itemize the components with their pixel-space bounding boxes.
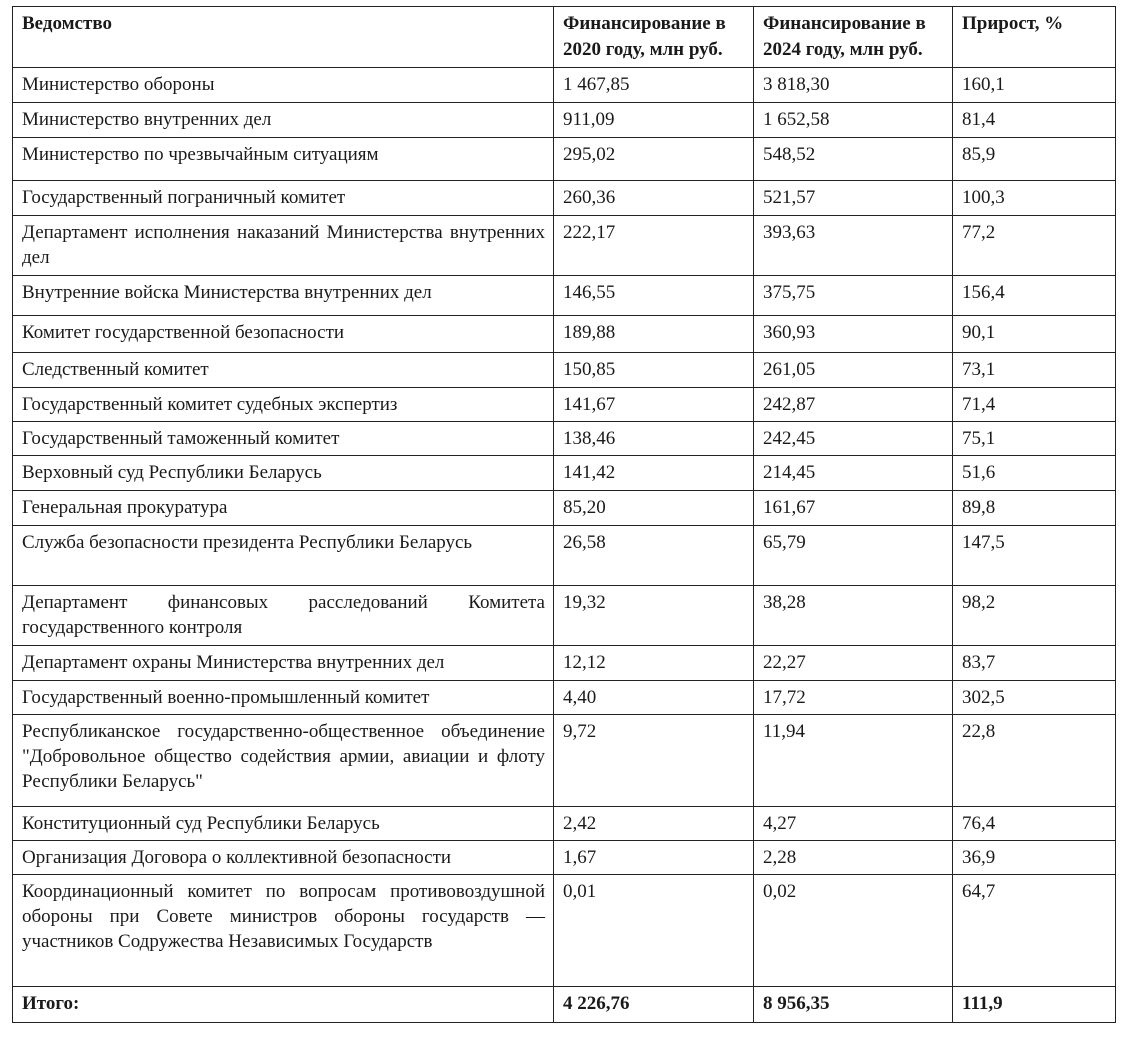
growth-cell: 77,2 — [953, 216, 1116, 276]
table-row — [13, 715, 1116, 807]
funding-2024-cell: 360,93 — [754, 316, 953, 353]
funding-2020-cell: 222,17 — [554, 216, 754, 276]
funding-2024-cell: 548,52 — [754, 138, 953, 181]
funding-2020-cell: 0,01 — [554, 875, 754, 987]
funding-2020-cell: 911,09 — [554, 103, 754, 138]
table-row — [13, 422, 1116, 456]
header-dept: Ведомство — [13, 7, 554, 68]
dept-cell: Департамент охраны Министерства внутренних дел — [13, 646, 554, 681]
funding-2020-cell: 12,12 — [554, 646, 754, 681]
dept-cell: Республиканское государственно-общественное объединение "Добровольное общество содействия армии, авиации и флоту Республики Беларусь" — [13, 715, 554, 807]
total-funding-2024: 8 956,35 — [754, 987, 953, 1023]
table-row — [13, 456, 1116, 491]
table-row — [13, 276, 1116, 316]
funding-2024-cell: 214,45 — [754, 456, 953, 491]
dept-cell: Государственный военно-промышленный комитет — [13, 681, 554, 715]
funding-table — [12, 6, 1116, 1023]
funding-2020-cell: 85,20 — [554, 491, 754, 526]
table-row — [13, 103, 1116, 138]
funding-2024-cell: 242,45 — [754, 422, 953, 456]
funding-2024-cell: 161,67 — [754, 491, 953, 526]
dept-cell: Департамент финансовых расследований Комитета государственного контроля — [13, 586, 554, 646]
funding-2024-cell: 2,28 — [754, 841, 953, 875]
funding-2020-cell: 19,32 — [554, 586, 754, 646]
table-row — [13, 181, 1116, 216]
growth-cell: 22,8 — [953, 715, 1116, 807]
growth-cell: 64,7 — [953, 875, 1116, 987]
funding-2024-cell: 17,72 — [754, 681, 953, 715]
header-growth: Прирост, % — [953, 7, 1116, 68]
growth-cell: 160,1 — [953, 68, 1116, 103]
growth-cell: 75,1 — [953, 422, 1116, 456]
growth-cell: 83,7 — [953, 646, 1116, 681]
funding-2020-cell: 295,02 — [554, 138, 754, 181]
funding-2020-cell: 2,42 — [554, 807, 754, 841]
header-funding-2024: Финансирование в 2024 году, млн руб. — [754, 7, 953, 68]
dept-cell: Координационный комитет по вопросам противовоздушной обороны при Совете министров обороны государств — участников Содружества Независимых Государств — [13, 875, 554, 987]
dept-cell: Верховный суд Республики Беларусь — [13, 456, 554, 491]
funding-2020-cell: 150,85 — [554, 353, 754, 388]
dept-cell: Конституционный суд Республики Беларусь — [13, 807, 554, 841]
funding-2024-cell: 393,63 — [754, 216, 953, 276]
total-label: Итого: — [13, 987, 554, 1023]
table-row — [13, 216, 1116, 276]
funding-2020-cell: 9,72 — [554, 715, 754, 807]
dept-cell: Государственный таможенный комитет — [13, 422, 554, 456]
header-funding-2020: Финансирование в 2020 году, млн руб. — [554, 7, 754, 68]
table-row — [13, 316, 1116, 353]
growth-cell: 302,5 — [953, 681, 1116, 715]
growth-cell: 156,4 — [953, 276, 1116, 316]
dept-cell: Департамент исполнения наказаний Министерства внутренних дел — [13, 216, 554, 276]
total-row — [13, 987, 1116, 1023]
funding-2020-cell: 26,58 — [554, 526, 754, 586]
funding-2024-cell: 22,27 — [754, 646, 953, 681]
growth-cell: 85,9 — [953, 138, 1116, 181]
funding-2024-cell: 242,87 — [754, 388, 953, 422]
header-row — [13, 7, 1116, 68]
funding-2024-cell: 261,05 — [754, 353, 953, 388]
funding-2020-cell: 189,88 — [554, 316, 754, 353]
funding-2024-cell: 521,57 — [754, 181, 953, 216]
table-row — [13, 526, 1116, 586]
dept-cell: Внутренние войска Министерства внутренних дел — [13, 276, 554, 316]
funding-2024-cell: 4,27 — [754, 807, 953, 841]
funding-2024-cell: 1 652,58 — [754, 103, 953, 138]
growth-cell: 73,1 — [953, 353, 1116, 388]
dept-cell: Государственный комитет судебных экспертиз — [13, 388, 554, 422]
dept-cell: Министерство обороны — [13, 68, 554, 103]
table-row — [13, 841, 1116, 875]
table-row — [13, 681, 1116, 715]
funding-2024-cell: 38,28 — [754, 586, 953, 646]
growth-cell: 71,4 — [953, 388, 1116, 422]
dept-cell: Служба безопасности президента Республики Беларусь — [13, 526, 554, 586]
funding-2020-cell: 141,42 — [554, 456, 754, 491]
growth-cell: 90,1 — [953, 316, 1116, 353]
funding-2020-cell: 138,46 — [554, 422, 754, 456]
total-funding-2020: 4 226,76 — [554, 987, 754, 1023]
table-row — [13, 68, 1116, 103]
funding-2020-cell: 1,67 — [554, 841, 754, 875]
funding-2024-cell: 3 818,30 — [754, 68, 953, 103]
table-row — [13, 138, 1116, 181]
total-growth: 111,9 — [953, 987, 1116, 1023]
table-row — [13, 875, 1116, 987]
table-row — [13, 646, 1116, 681]
dept-cell: Государственный пограничный комитет — [13, 181, 554, 216]
funding-2024-cell: 11,94 — [754, 715, 953, 807]
dept-cell: Следственный комитет — [13, 353, 554, 388]
growth-cell: 89,8 — [953, 491, 1116, 526]
funding-2020-cell: 1 467,85 — [554, 68, 754, 103]
funding-2024-cell: 65,79 — [754, 526, 953, 586]
funding-2020-cell: 4,40 — [554, 681, 754, 715]
funding-2024-cell: 375,75 — [754, 276, 953, 316]
growth-cell: 76,4 — [953, 807, 1116, 841]
funding-2020-cell: 260,36 — [554, 181, 754, 216]
table-row — [13, 388, 1116, 422]
funding-2020-cell: 146,55 — [554, 276, 754, 316]
table-row — [13, 586, 1116, 646]
growth-cell: 36,9 — [953, 841, 1116, 875]
dept-cell: Генеральная прокуратура — [13, 491, 554, 526]
growth-cell: 100,3 — [953, 181, 1116, 216]
growth-cell: 81,4 — [953, 103, 1116, 138]
table-row — [13, 491, 1116, 526]
funding-2020-cell: 141,67 — [554, 388, 754, 422]
table-row — [13, 807, 1116, 841]
dept-cell: Министерство по чрезвычайным ситуациям — [13, 138, 554, 181]
growth-cell: 51,6 — [953, 456, 1116, 491]
dept-cell: Организация Договора о коллективной безопасности — [13, 841, 554, 875]
dept-cell: Министерство внутренних дел — [13, 103, 554, 138]
growth-cell: 98,2 — [953, 586, 1116, 646]
funding-2024-cell: 0,02 — [754, 875, 953, 987]
growth-cell: 147,5 — [953, 526, 1116, 586]
table-row — [13, 353, 1116, 388]
dept-cell: Комитет государственной безопасности — [13, 316, 554, 353]
